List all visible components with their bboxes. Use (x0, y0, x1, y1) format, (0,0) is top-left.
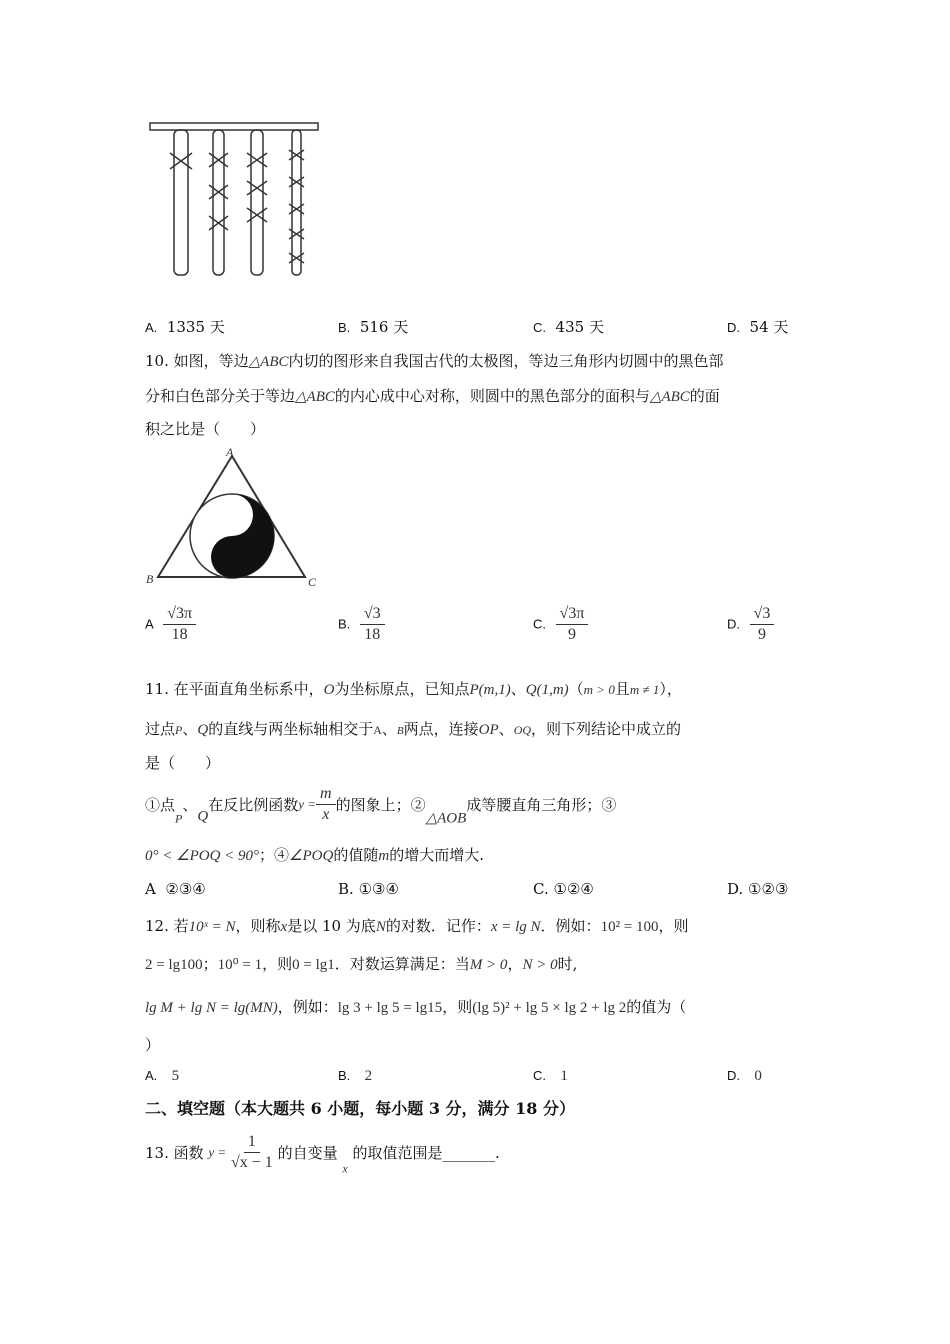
q10-option-c[interactable]: C. $\frac{√3\pi}{9}$ (533, 604, 588, 645)
q11-option-a[interactable]: A ②③④ (145, 880, 206, 898)
q11-option-d[interactable]: D. ①②③ (727, 880, 789, 898)
q10-line1: 10. 如图，等边△ABC内切的图形来自我国古代的太极图，等边三角形内切圆中的黑色部 (145, 352, 724, 370)
q12-line2: 2 = lg100；10⁰ = 1，则0 = lg1．对数运算满足：当M > 0，N > 0时, (145, 955, 578, 973)
q12-option-b[interactable]: B. 2 (338, 1068, 373, 1084)
q12-option-a[interactable]: A. 5 (145, 1068, 180, 1084)
section-title: 二、填空题（本大题共 6 小题，每小题 3 分，满分 18 分） (145, 1099, 575, 1118)
q11-option-b[interactable]: B. ①③④ (338, 880, 399, 898)
q11-line3: 是（ ） (145, 754, 221, 772)
q11-line2: 过点P、Q的直线与两坐标轴相交于A、B两点，连接OP、OQ，则下列结论中成立的 (145, 720, 682, 738)
q12-option-d[interactable]: D. 0 (727, 1068, 762, 1084)
vertex-b-label: B (146, 572, 154, 586)
q9-option-b[interactable]: B. 516 天 (338, 318, 409, 336)
q9-option-d[interactable]: D. 54 天 (727, 318, 789, 336)
q12-line1: 12. 若10ˣ = N，则称x是以 10 为底N的对数．记作：x = lg N．例如：10² = 100，则 (145, 917, 689, 935)
q12-line3: lg M + lg N = lg(MN)，例如：lg 3 + lg 5 = lg15，则(lg 5)² + lg 5 × lg 2 + lg 2的值为（ (145, 998, 687, 1016)
q10-option-d[interactable]: D. $\frac{√3}{9}$ (727, 604, 774, 645)
q11-line1: 11. 在平面直角坐标系中，O为坐标原点，已知点P(m,1)、Q(1,m)（m > 0且m ≠ 1）， (145, 680, 682, 698)
vertex-c-label: C (308, 575, 317, 589)
vertex-a-label: A (226, 445, 234, 459)
q13-line: 13. 函数 y = $\frac{1}{√x - 1}$ 的自变量 $_x$ 的取值范围是_______. (145, 1133, 500, 1176)
q10-line3: 积之比是（ ） (145, 420, 266, 438)
q12-line4: ） (145, 1036, 161, 1054)
q10-option-a[interactable]: A $\frac{√3\pi}{18}$ (145, 604, 196, 645)
q12-option-c[interactable]: C. 1 (533, 1068, 568, 1084)
q9-option-c[interactable]: C. 435 天 (533, 318, 604, 336)
q10-option-b[interactable]: B. $\frac{√3}{18}$ (338, 604, 385, 645)
q11-statements-line1: ①点$_P$、Q在反比例函数y = $\frac{m}{x}$ 的图象上；②△AOB成等腰直角三角形；③ (145, 785, 617, 827)
knot-rope-figure (140, 115, 330, 285)
q11-option-c[interactable]: C. ①②④ (533, 880, 594, 898)
taiji-triangle-figure (140, 444, 325, 589)
q9-option-a[interactable]: A. 1335 天 (145, 318, 225, 336)
q11-statements-line2: 0° < ∠POQ < 90°；④∠POQ的值随m的增大而增大. (145, 846, 484, 864)
q10-line2: 分和白色部分关于等边△ABC的内心成中心对称，则圆中的黑色部分的面积与△ABC的面 (145, 387, 720, 405)
